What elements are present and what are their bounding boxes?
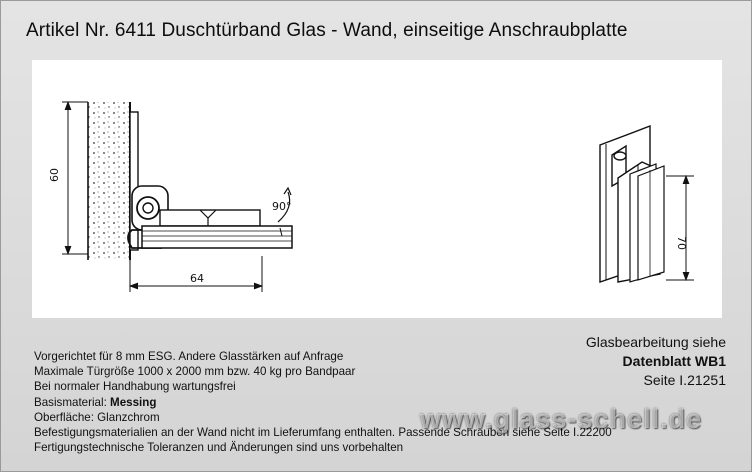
glass-reference-datasheet: Datenblatt WB1 <box>622 353 726 369</box>
spec-line-prepared: Vorgerichtet für 8 mm ESG. Andere Glasstärken auf Anfrage <box>34 350 344 363</box>
glass-reference-page: Seite I.21251 <box>643 372 726 388</box>
wall-section <box>88 102 130 260</box>
spec-line-tolerances: Fertigungstechnische Toleranzen und Änderungen sind uns vorbehalten <box>34 441 404 455</box>
specification-list <box>34 349 734 455</box>
page-title: Artikel Nr. 6411 Duschtürband Glas - Wand, einseitige Anschraubplatte <box>26 20 628 41</box>
clamp-plate <box>160 210 260 226</box>
glass-reference-line1: Glasbearbeitung siehe <box>585 334 726 350</box>
angle-label: 90° <box>272 200 292 213</box>
isometric-view-drawing <box>600 126 694 282</box>
dimension-width-label: 64 <box>190 272 204 285</box>
spec-line-material <box>34 395 734 410</box>
spec-line-max-size: Maximale Türgröße 1000 x 2000 mm bzw. 40 kg pro Bandpaar <box>34 365 356 379</box>
glass-panel <box>142 226 292 248</box>
spec-line-finish: Oberfläche: Glanzchrom <box>34 410 160 424</box>
technical-drawing-panel <box>32 60 722 318</box>
dimension-height-label: 60 <box>48 168 61 182</box>
dimension-side-label: 70 <box>675 236 688 250</box>
side-view-drawing <box>62 102 292 292</box>
technical-drawing <box>32 60 722 318</box>
spec-line-maintenance: Bei normaler Handhabung wartungsfrei <box>34 380 236 394</box>
material-label: Basismaterial: <box>34 395 111 409</box>
material-value: Messing <box>110 395 157 409</box>
watermark: www.glass-schell.de <box>420 404 703 434</box>
spec-line-fixing: Befestigungsmaterialien an der Wand nicht im Lieferumfang enthalten. Passende Schrauben siehe Seite I.22200 <box>34 426 612 440</box>
